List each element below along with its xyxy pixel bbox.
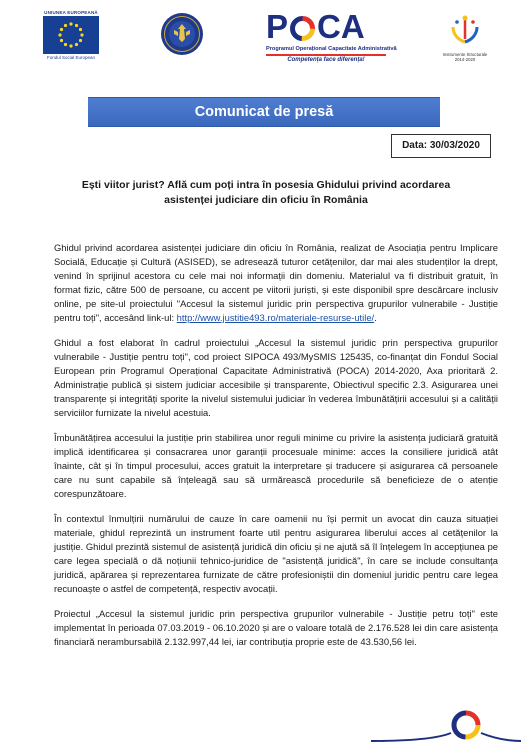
press-release-banner: Comunicat de presă xyxy=(88,97,440,127)
paragraph-5: Proiectul „Accesul la sistemul juridic prin perspectiva grupurilor vulnerabile - Justiție petru toți" este implementat în perioada 07.03.2019 - 06.10.2020 și are o valoare totală de 2.176.528 lei din care asistența financiară nerambursabilă 2.132.997,44 lei, iar contribuția proprie este de 43.530,56 lei. xyxy=(54,608,498,647)
footer-poca-ring-icon xyxy=(371,703,521,743)
poca-tagline: Competența face diferența! xyxy=(287,57,365,63)
eu-logo-title: UNIUNEA EUROPEANĂ xyxy=(44,10,98,15)
instrumente-structurale-icon xyxy=(448,12,482,46)
paragraph-1 xyxy=(54,241,498,325)
instrumente-structurale-text: Instrumente Structurale 2014-2020 xyxy=(442,52,488,62)
paragraph-1-end: . xyxy=(374,312,377,323)
poca-logo xyxy=(266,8,397,63)
government-seal-icon xyxy=(160,12,204,56)
paragraph-3: Îmbunătățirea accesului la justiție prin stabilirea unor reguli minime cu privire la asistența judiciară gratuită implică identificarea și consacrarea unor garanții procesuale minime: acces la consiliere juridică atât înainte, cât și în timpul procesului, acces gratuit la interpretare și traducere și asigurarea că persoanele care nu sunt capabile să înțeleagă sau să urmărească procedurile să beneficieze de o atenție corespunzătoare. xyxy=(54,432,498,499)
paragraph-4: În contextul înmulțirii numărului de cauze în care oamenii nu își permit un avocat din cauza situației materiale, ghidul reprezintă un instrument foarte util pentru asigurarea liberului acces al cetățenilor la justiție. Ghidul prezintă sistemul de asistență juridică din oficiu și ne ajută să îl înțelegem în accepțiunea pe care legea specială o dă noțiunii tehnico-juridice de "asistență juridică", în care se include consultanța juridică, apărarea și reprezentarea furnizate de către profesioniștii din domeniul juridic pentru care legea recunoaște o astfel de competență, respectiv avocații. xyxy=(54,513,498,594)
eu-flag-icon xyxy=(43,16,99,54)
article-body xyxy=(54,241,498,660)
eu-logo xyxy=(43,10,99,60)
poca-divider xyxy=(266,54,386,56)
paragraph-1-text: Ghidul privind acordarea asistenței judiciare din oficiu în România, realizat de Asociația pentru Implicare Socială, Educație și Cultură (ASISED), se adresează tuturor cetățenilor, dar mai ales studenților la drept, venind în sprijinul acestora cu cele mai noi informații din domeniu. Materialul va fi distribuit gratuit, în format fizic, către 500 de persoane, cu accent pe viitorii juriști, și este disponibil spre descărcare inclusiv online, pe site-ul proiectului "Accesul la sistemul juridic prin perspectiva grupurilor vulnerabile - Justiție pentru toți", accesând link-ul: xyxy=(54,242,498,323)
headline: Ești viitor jurist? Află cum poți intra în posesia Ghidului privind acordarea asistenței judiciare din oficiu în România xyxy=(81,179,451,206)
paragraph-2: Ghidul a fost elaborat în cadrul proiectului „Accesul la sistemul juridic prin perspectiva grupurilor vulnerabile - Justiție pentru toți", cod proiect SIPOCA 493/MySMIS 125435, co-finanțat din Fondul Social European prin Programul Operațional Capacitate Administrativă (POCA) 2014-2020, Axa prioritară 2. Administrație publică și sistem judiciar accesibile și transparente, Obiectivul specific 2.3. Asigurarea unei transparențe și integrități sporite la nivelul sistemului judiciar în vederea îmbunătățirii accesului și a calității serviciilor furnizate la nivelul acestuia. xyxy=(54,337,498,418)
release-date: Data: 30/03/2020 xyxy=(391,134,491,158)
poca-wordmark: P CA xyxy=(266,8,365,45)
poca-subtitle: Programul Operațional Capacitate Administrativă xyxy=(266,46,397,52)
instrumente-structurale-logo xyxy=(440,12,490,62)
poca-ring-icon xyxy=(289,14,316,41)
eu-logo-subtitle: Fondul Social European xyxy=(46,55,96,60)
resources-link[interactable]: http://www.justitie493.ro/materiale-resurse-utile/ xyxy=(176,312,375,323)
logo-bar xyxy=(0,0,531,75)
